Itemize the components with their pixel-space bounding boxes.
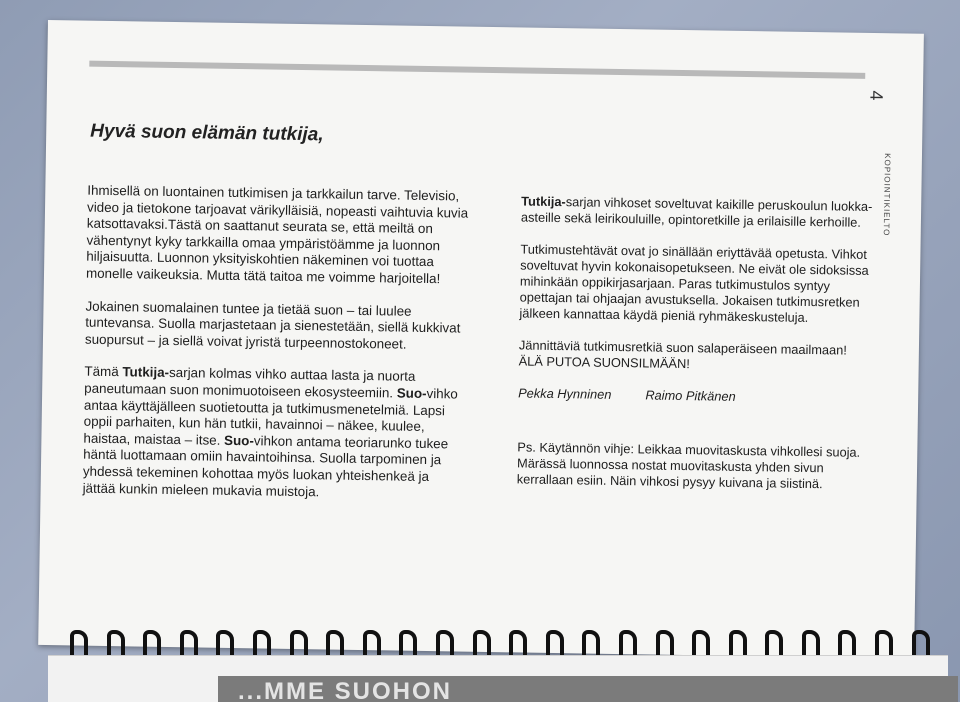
text-run: sarjan kolmas vihko auttaa lasta ja nuorta paneutumaan suon monimuotoiseen ekosysteemiin. xyxy=(84,365,416,401)
booklet-name: Suo- xyxy=(223,432,254,449)
right-column xyxy=(516,193,873,508)
closing-exclamation: ÄLÄ PUTOA SUONSILMÄÄN! xyxy=(518,353,690,372)
swamp-paragraph: Jokainen suomalainen tuntee ja tietää suon – tai luulee tuntevansa. Suolla marjastetaan ja sienestetään, siellä kukkivat suopursut – ja siellä voivat jyristä turpeennostokoneet. xyxy=(84,298,461,352)
series-name: Tutkija- xyxy=(122,364,170,381)
tasks-paragraph: Tutkimustehtävät ovat jo sinällään eriyttävää opetusta. Vihkot soveltuvat hyvin kokonaisopetukseen. Ne eivät ole sidoksissa mihinkään oppikirjasarjaan. Paras tutkimustulos syntyy opettajan tai ohjaajan avustuksella. Jokaisen tutkimusretken jälkeen kannattaa käydä pieniä ryhmäkeskusteluja. xyxy=(519,241,869,325)
closing-line: Jännittäviä tutkimusretkiä suon salaperäiseen maailmaan! xyxy=(518,337,847,358)
intro-paragraph: Ihmisellä on luontainen tutkimisen ja tarkkailun tarve. Televisio, video ja tietokone tarjoavat värikylläisiä, nopeasti vaihtuvia kuvia katsottavaksi.Tästä on saattanut seurata se, että meiltä on vähentynyt kyky tarkkailla omaa ympäristöämme ja luonnon hiljaisuutta. Luonnon yksityiskohtien näkeminen voi tuottaa monelle vaikeuksia. Mutta tätä taitoa me voimme harjoitella! xyxy=(85,182,469,287)
text-run: Tämä xyxy=(84,363,123,380)
text-run: sarjan vihkoset soveltuvat kaikille peruskoulun luokka-asteille sekä leirikouluille, opintoretkille ja erilaisille kerhoille. xyxy=(520,194,873,230)
closing-paragraph xyxy=(519,337,871,375)
top-rule xyxy=(89,61,865,79)
booklet-paragraph xyxy=(83,364,467,503)
greeting-heading: Hyvä suon elämän tutkija, xyxy=(90,120,324,146)
signatures xyxy=(518,385,870,407)
next-page-heading: ...MME SUOHON xyxy=(238,678,453,702)
signature-author-2: Raimo Pitkänen xyxy=(645,387,736,404)
page-number: 4 xyxy=(866,90,887,101)
booklet-page xyxy=(38,20,924,659)
text-run: vihko antaa käyttäjälleen suotietoutta ja tutkimusmenetelmiä. Lapsi oppii parhaiten, kun hän tutkii, havainnoi – näkee, kuulee, haistaa, maistaa – itse. xyxy=(83,385,458,448)
series-paragraph xyxy=(521,193,873,231)
copyright-side-label: KOPIOINTIKIELTO xyxy=(881,153,893,237)
booklet-name: Suo- xyxy=(396,385,427,401)
ps-paragraph: Ps. Käytännön vihje: Leikkaa muovitaskusta vihkollesi suoja. Märässä luonnossa nostat muovitaskusta yhden sivun kerrallaan esiin. Näin vihkosi pysyy kuivana ja siistinä. xyxy=(516,439,861,492)
next-page-edge xyxy=(48,655,948,702)
signature-author-1: Pekka Hynninen xyxy=(518,385,612,402)
text-run: vihkon antama teoriarunko tukee häntä luottamaan omiin havaintoihinsa. Suolla tarpominen ja yhdessä tekeminen kohottaa myös luokan yhteishenkeä ja jättää kunkin mieleen mukavia muistoja. xyxy=(82,433,449,499)
left-column xyxy=(82,183,469,519)
series-name: Tutkija- xyxy=(521,193,566,210)
